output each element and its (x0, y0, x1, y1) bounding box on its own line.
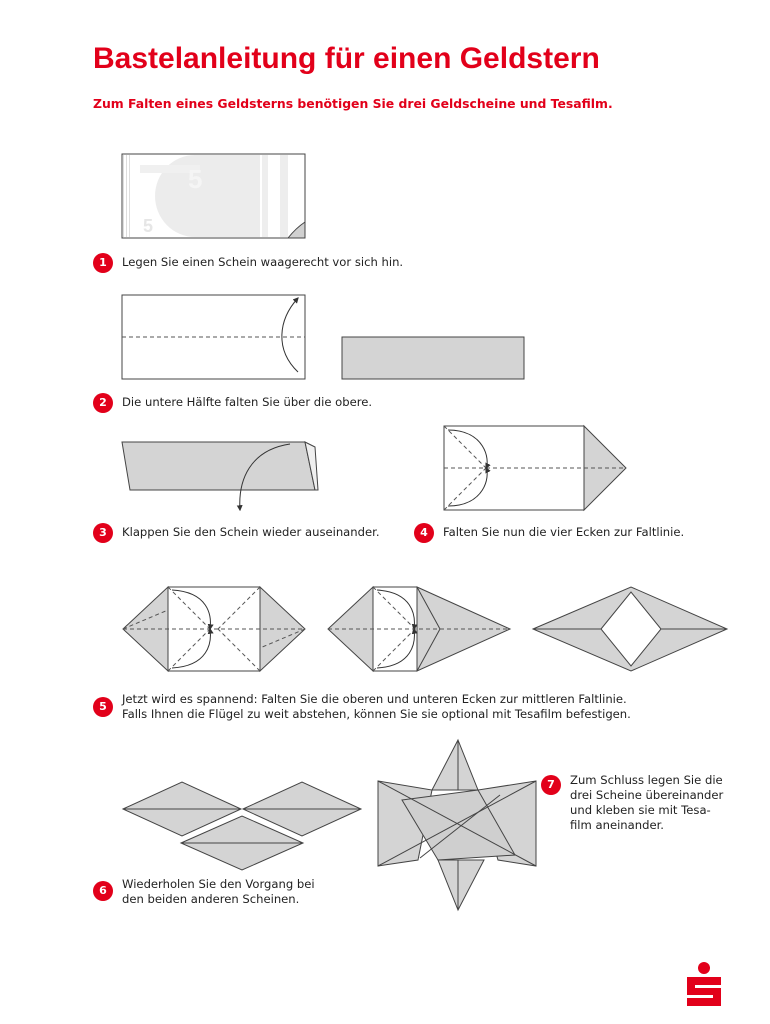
step-7 (541, 771, 723, 833)
step-text: Die untere Hälfte falten Sie über die obere. (122, 395, 373, 409)
step-text-line: den beiden anderen Scheinen. (122, 892, 300, 906)
unfold-illustration (122, 442, 318, 510)
step-text-line: Wiederholen Sie den Vorgang bei (122, 877, 315, 891)
step-text-line: Jetzt wird es spannend: Falten Sie die oberen und unteren Ecken zur mittleren Faltlinie. (122, 692, 627, 706)
step-number-badge: 4 (414, 523, 434, 543)
banknote-value-small: 5 (143, 216, 154, 236)
banknote-illustration (122, 154, 305, 238)
fold-wings-illustration-c (533, 587, 727, 671)
step-text-line: film aneinander. (570, 818, 664, 832)
step-5 (93, 690, 631, 722)
step-text: Legen Sie einen Schein waagerecht vor sich hin. (122, 255, 404, 269)
step-number-badge: 3 (93, 523, 113, 543)
step-text-line: drei Scheine übereinander (570, 788, 724, 802)
fold-corners-illustration (444, 426, 626, 510)
step-4 (414, 523, 684, 543)
step-number-badge: 5 (93, 697, 113, 717)
finished-star-illustration (378, 740, 536, 910)
page-subtitle: Zum Falten eines Geldsterns benötigen Sie drei Geldscheine und Tesafilm. (93, 96, 613, 111)
step-text (122, 875, 315, 907)
step-text (122, 690, 631, 722)
fold-wings-illustration-b (328, 587, 510, 671)
three-folded-notes-illustration (123, 782, 361, 870)
step-text-line: Zum Schluss legen Sie die (570, 773, 723, 787)
banknote-value-large: 5 (188, 164, 203, 194)
step-text-line: und kleben sie mit Tesa- (570, 803, 711, 817)
sparkasse-s-icon (684, 962, 724, 1006)
step-number-badge: 7 (541, 775, 561, 795)
step-text-line: Falls Ihnen die Flügel zu weit abstehen, können Sie sie optional mit Tesafilm befestigen. (122, 707, 631, 721)
step-6 (93, 875, 315, 907)
page-title: Bastelanleitung für einen Geldstern (93, 42, 600, 75)
fold-wings-illustration-a (123, 587, 305, 671)
step-text: Falten Sie nun die vier Ecken zur Faltlinie. (443, 525, 685, 539)
step-number-badge: 2 (93, 393, 113, 413)
step-2 (93, 393, 372, 413)
step-3 (93, 523, 380, 543)
step-text (570, 771, 723, 833)
step-number-badge: 6 (93, 881, 113, 901)
step-number-badge: 1 (93, 253, 113, 273)
step-1 (93, 253, 403, 273)
fold-half-illustration (122, 295, 524, 379)
step-text: Klappen Sie den Schein wieder auseinander. (122, 525, 380, 539)
